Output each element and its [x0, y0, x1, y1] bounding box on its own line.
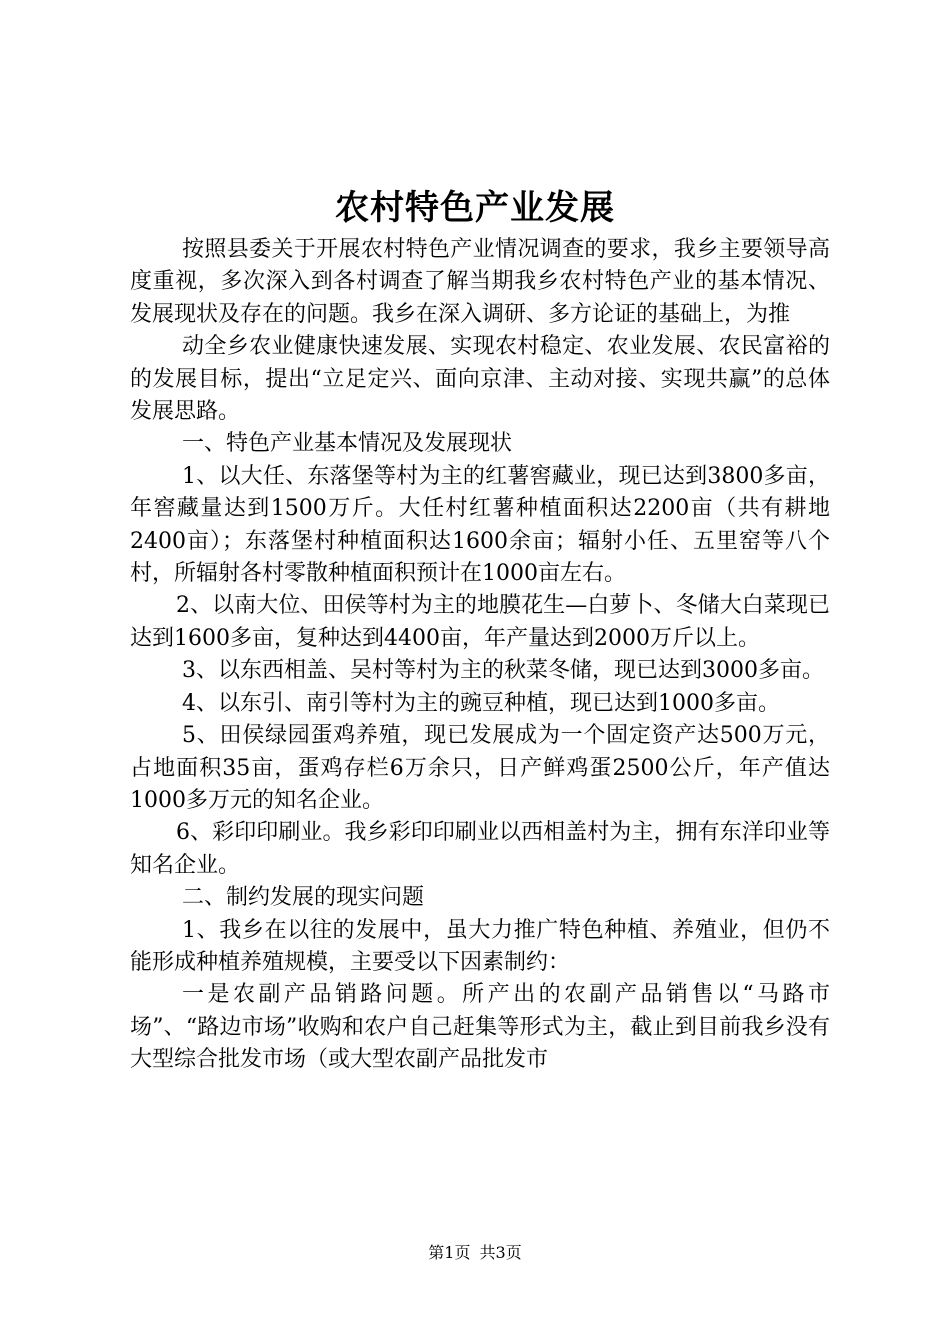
page-footer: [0, 1242, 950, 1264]
paragraph-item-1: 1、以大任、东落堡等村为主的红薯窖藏业，现已达到3800多亩，年窖藏量达到1500万斤。大任村红薯种植面积达2200亩（共有耕地2400亩）；东落堡村种植面积达1600余亩；辐射小任、五里窑等八个村，所辐射各村零散种植面积预计在1000亩左右。: [130, 463, 830, 587]
page-total: 共3页: [479, 1243, 522, 1262]
section-heading-2: 二、制约发展的现实问题: [182, 885, 425, 911]
paragraph-intro: 按照县委关于开展农村特色产业情况调查的要求，我乡主要领导高度重视，多次深入到各村调查了解当期我乡农村特色产业的基本情况、发展现状及存在的问题。我乡在深入调研、多方论证的基础上，为推: [130, 237, 830, 327]
document-title: 农村特色产业发展: [335, 188, 615, 228]
paragraph-problem-1: 1、我乡在以往的发展中，虽大力推广特色种植、养殖业，但仍不能形成种植养殖规模，主要受以下因素制约：: [130, 917, 830, 975]
document-body: [130, 234, 830, 1077]
paragraph-intro-continued: 动全乡农业健康快速发展、实现农村稳定、农业发展、农民富裕的的发展目标，提出“立足定兴、面向京津、主动对接、实现共赢”的总体发展思路。: [130, 334, 830, 425]
paragraph-item-2: 2、以南大位、田侯等村为主的地膜花生—白萝卜、冬储大白菜现已达到1600多亩，复种达到4400亩，年产量达到2000万斤以上。: [130, 593, 830, 651]
paragraph-item-6: 6、彩印印刷业。我乡彩印印刷业以西相盖村为主，拥有东洋印业等知名企业。: [130, 820, 830, 878]
paragraph-item-4: 4、以东引、南引等村为主的豌豆种植，现已达到1000多亩。: [182, 690, 780, 716]
paragraph-item-3: 3、以东西相盖、吴村等村为主的秋菜冬储，现已达到3000多亩。: [182, 658, 824, 684]
paragraph-problem-1a: 一是农副产品销路问题。所产出的农副产品销售以“马路市场”、“路边市场”收购和农户自己赶集等形式为主，截止到目前我乡没有大型综合批发市场（或大型农副产品批发市: [130, 982, 830, 1073]
page-number: 第1页: [428, 1243, 471, 1262]
section-heading-1: 一、特色产业基本情况及发展现状: [182, 431, 513, 457]
paragraph-item-5: 5、田侯绿园蛋鸡养殖，现已发展成为一个固定资产达500万元，占地面积35亩，蛋鸡存栏6万余只，日产鲜鸡蛋2500公斤，年产值达1000多万元的知名企业。: [130, 723, 830, 813]
